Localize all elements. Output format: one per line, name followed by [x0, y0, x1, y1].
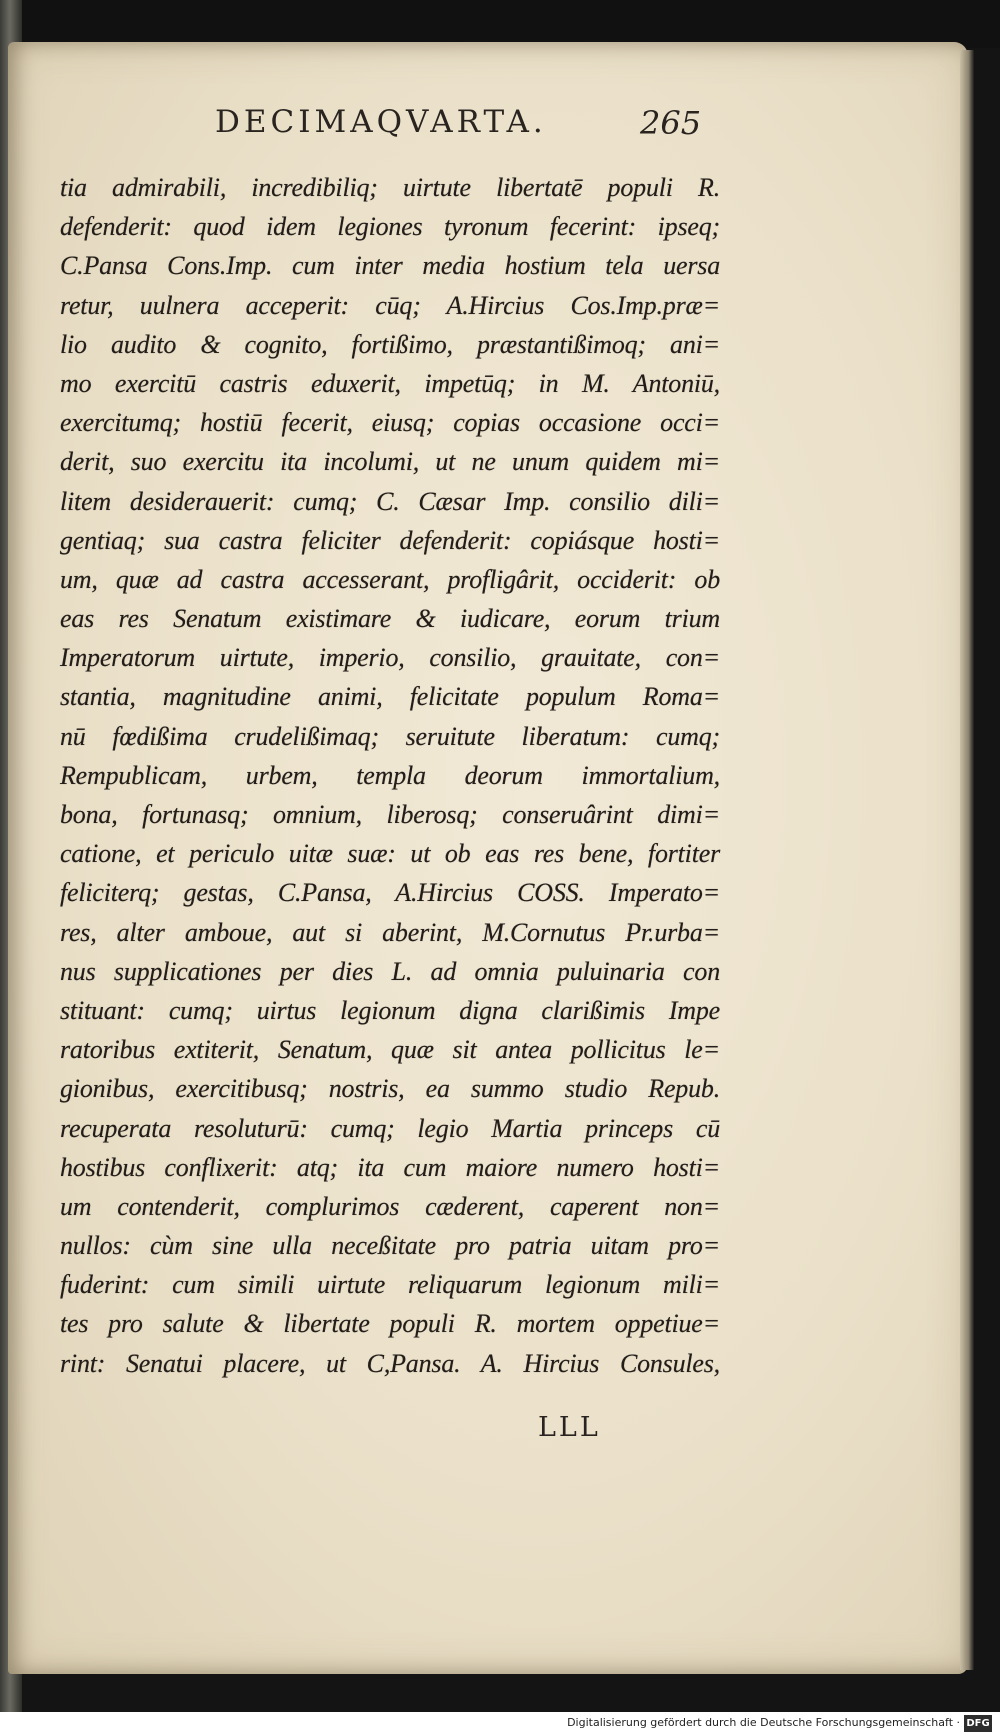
dfg-logo-icon: DFG: [964, 1715, 992, 1732]
page-number: 265: [640, 104, 702, 142]
text-line: tia admirabili, incredibiliq; uirtute libertatē populi R.: [60, 173, 720, 202]
text-line: fuderint: cum simili uirtute reliquarum legionum mili=: [60, 1270, 720, 1300]
text-line: Rempublicam, urbem, templa deorum immortalium,: [60, 760, 720, 790]
text-line: nullos: cùm sine ulla neceßitate pro patria uitam pro=: [60, 1231, 720, 1261]
scan-background-top: [0, 0, 1000, 48]
text-line: derit, suo exercitu ita incolumi, ut ne unum quidem mi=: [60, 447, 720, 477]
text-line: gionibus, exercitibusq; nostris, ea summo studio Repub.: [60, 1074, 720, 1104]
page-edge: [960, 50, 974, 1670]
signature-mark: LLL: [538, 1412, 601, 1443]
text-line: ratoribus extiterit, Senatum, quæ sit antea pollicitus le=: [60, 1035, 720, 1065]
text-line: feliciterq; gestas, C.Pansa, A.Hircius COSS. Imperato=: [60, 878, 720, 908]
text-line: bona, fortunasq; omnium, liberosq; conseruârint dimi=: [60, 800, 720, 829]
text-line: C.Pansa Cons.Imp. cum inter media hostium tela uersa: [60, 251, 720, 281]
text-line: um contenderit, complurimos cæderent, caperent non=: [60, 1191, 720, 1221]
text-line: litem desiderauerit: cumq; C. Cæsar Imp. consilio dili=: [60, 486, 720, 516]
text-line: tes pro salute & libertate populi R. mortem oppetiue=: [60, 1309, 720, 1339]
running-head: DECIMAQVARTA.: [215, 104, 547, 140]
text-line: hostibus conflixerit: atq; ita cum maiore numero hosti=: [60, 1152, 720, 1182]
text-line: stituant: cumq; uirtus legionum digna clarißimis Impe: [60, 995, 720, 1025]
text-line: recuperata resoluturū: cumq; legio Martia princeps cū: [60, 1113, 720, 1143]
text-line: nus supplicationes per dies L. ad omnia puluinaria con: [60, 956, 720, 986]
text-line: nū fœdißima crudelißimaq; seruitute liberatum: cumq;: [60, 721, 720, 751]
text-line: Imperatorum uirtute, imperio, consilio, grauitate, con=: [60, 643, 720, 673]
text-line: gentiaq; sua castra feliciter defenderit: copiásque hosti=: [60, 525, 720, 555]
funding-credit: Digitalisierung gefördert durch die Deutsche Forschungsgemeinschaft ·: [567, 1716, 960, 1729]
text-line: stantia, magnitudine animi, felicitate populum Roma=: [60, 682, 720, 712]
text-line: um, quæ ad castra accesserant, profligârit, occiderit: ob: [60, 564, 720, 594]
text-line: eas res Senatum existimare & iudicare, eorum trium: [60, 604, 720, 634]
text-line: lio audito & cognito, fortißimo, præstantißimoq; ani=: [60, 329, 720, 359]
text-line: mo exercitū castris eduxerit, impetūq; in M. Antoniū,: [60, 368, 720, 398]
text-line: retur, uulnera acceperit: cūq; A.Hircius Cos.Imp.præ=: [60, 290, 720, 320]
text-line: res, alter amboue, aut si aberint, M.Cornutus Pr.urba=: [60, 917, 720, 947]
text-line: exercitumq; hostiū fecerit, eiusq; copias occasione occi=: [60, 408, 720, 438]
text-line: catione, et periculo uitæ suæ: ut ob eas res bene, fortiter: [60, 839, 720, 869]
body-text: [60, 168, 720, 1383]
text-line: defenderit: quod idem legiones tyronum fecerint: ipseq;: [60, 212, 720, 242]
text-line: rint: Senatui placere, ut C,Pansa. A. Hircius Consules,: [60, 1348, 720, 1378]
